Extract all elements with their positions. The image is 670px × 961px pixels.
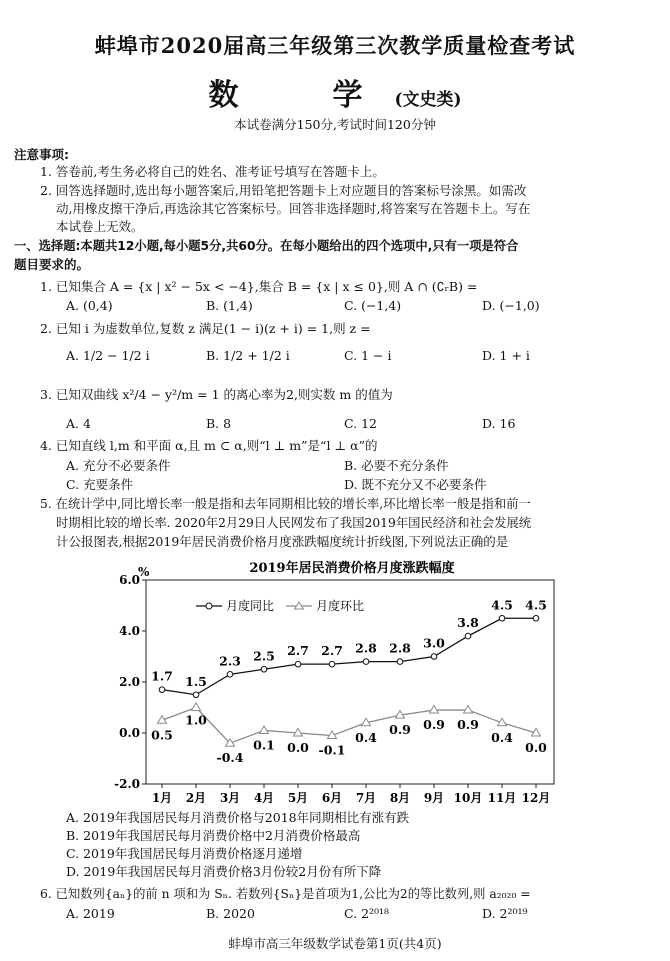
series-1-data-label: 2.7 — [321, 643, 343, 659]
series-1-data-label: 2.8 — [355, 640, 377, 656]
series-1-data-label: 1.5 — [185, 673, 207, 689]
q4-stem: 4. 已知直线 l,m 和平面 α,且 m ⊂ α,则“l ⊥ m”是“l ⊥ α”的 — [40, 438, 378, 453]
y-tick-label: 6.0 — [119, 573, 140, 587]
y-tick-label: 2.0 — [119, 675, 140, 689]
series-1-data-label: 1.7 — [151, 668, 173, 684]
series-2-data-label: 0.0 — [287, 740, 309, 755]
series-1-point — [295, 661, 301, 667]
q5-option-c: C. 2019年我国居民每月消费价格逐月递增 — [66, 846, 303, 861]
series-1-data-label: 2.8 — [389, 640, 411, 656]
q5-option-d: D. 2019年我国居民每月消费价格3月份较2月份有所下降 — [66, 864, 382, 879]
series-2-data-label: 0.1 — [253, 737, 275, 753]
q3-option-d: D. 16 — [482, 416, 516, 431]
series-2-data-label: 0.9 — [423, 717, 445, 733]
q5-stem-line: 计公报图表,根据2019年居民消费价格月度涨跌幅度统计折线图,下列说法正确的是 — [56, 534, 509, 549]
series-1-data-label: 2.7 — [287, 643, 309, 659]
y-tick-label: -2.0 — [114, 777, 140, 791]
q5-option-b: B. 2019年我国居民每月消费价格中2月消费价格最高 — [66, 828, 361, 843]
x-tick-label: 8月 — [389, 791, 411, 805]
series-1-point — [431, 654, 437, 660]
cpi-line-chart — [0, 552, 670, 814]
x-tick-label: 10月 — [453, 791, 483, 805]
q3-option-a: A. 4 — [66, 416, 91, 431]
q4-option-c: C. 充要条件 — [66, 477, 134, 492]
series-1-data-label: 4.5 — [491, 597, 513, 613]
series-2-data-label: 0.4 — [491, 729, 513, 745]
x-tick-label: 9月 — [423, 791, 445, 805]
exam-title: 蚌埠市2020届高三年级第三次教学质量检查考试 — [94, 33, 576, 58]
section-heading: 一、选择题:本题共12小题,每小题5分,共60分。在每小题给出的四个选项中,只有一项是符合 — [14, 239, 519, 253]
q3-option-b: B. 8 — [206, 416, 232, 431]
q5-option-a: A. 2019年我国居民每月消费价格与2018年同期相比有涨有跌 — [66, 810, 410, 825]
series-1-data-label: 4.5 — [525, 597, 547, 613]
q2-option-c: C. 1 − i — [344, 348, 392, 363]
series-2-data-label: 0.9 — [457, 717, 479, 733]
subject-heading — [0, 70, 670, 114]
series-1-point — [533, 615, 539, 621]
exam-meta: 本试卷满分150分,考试时间120分钟 — [234, 117, 436, 132]
q3-option-c: C. 12 — [344, 416, 377, 431]
chart-title: 2019年居民消费价格月度涨跌幅度 — [249, 561, 455, 576]
legend-label-series2: 月度环比 — [316, 599, 365, 613]
series-2-data-label: 0.4 — [355, 729, 377, 745]
q2-option-a: A. 1/2 − 1/2 i — [66, 348, 150, 363]
series-1-data-label: 3.0 — [423, 635, 445, 651]
x-tick-label: 2月 — [185, 791, 207, 805]
x-tick-label: 1月 — [151, 791, 173, 805]
series-1-point — [227, 672, 233, 678]
x-tick-label: 6月 — [321, 791, 343, 805]
series-1-data-label: 2.3 — [219, 653, 241, 669]
y-tick-label: 0.0 — [119, 726, 140, 740]
q6-option-d: D. 2²⁰¹⁹ — [482, 906, 528, 921]
x-tick-label: 11月 — [487, 791, 517, 805]
series-1-point — [329, 661, 335, 667]
x-tick-label: 4月 — [253, 791, 275, 805]
section-heading-cont: 题目要求的。 — [14, 257, 90, 272]
series-2-data-label: 0.0 — [525, 740, 547, 755]
notes-heading: 注意事项: — [14, 147, 69, 162]
series-1-point — [499, 615, 505, 621]
series-1-data-label: 3.8 — [457, 615, 479, 631]
q1-option-a: A. (0,4) — [66, 298, 113, 313]
x-tick-label: 3月 — [219, 791, 241, 805]
q6-option-b: B. 2020 — [206, 906, 255, 921]
series-2-data-label: -0.1 — [318, 742, 346, 758]
x-tick-label: 5月 — [287, 791, 309, 805]
q6-option-c: C. 2²⁰¹⁸ — [344, 906, 390, 921]
q1-option-b: B. (1,4) — [206, 298, 253, 313]
q5-stem-line: 5. 在统计学中,同比增长率一般是指和去年同期相比较的增长率,环比增长率一般是指和前一 — [40, 497, 531, 511]
subject-name: 数 学 — [208, 78, 395, 113]
series-2-data-label: -0.4 — [216, 750, 244, 766]
series-2-point — [260, 726, 269, 734]
subject-type: (文史类) — [394, 90, 462, 110]
q4-option-a: A. 充分不必要条件 — [66, 458, 171, 473]
series-1-point — [193, 692, 199, 698]
series-2-line — [162, 708, 536, 744]
series-2-data-label: 1.0 — [185, 712, 207, 728]
note-item: 1. 答卷前,考生务必将自己的姓名、准考证号填写在答题卡上。 — [40, 164, 385, 179]
q3-stem: 3. 已知双曲线 x²/4 − y²/m = 1 的离心率为2,则实数 m 的值为 — [40, 387, 393, 402]
page-footer: 蚌埠市高三年级数学试卷第1页(共4页) — [228, 936, 442, 951]
q1-stem: 1. 已知集合 A = {x | x² − 5x < −4},集合 B = {x | x ≤ 0},则 A ∩ (∁ᵣB) = — [40, 279, 478, 294]
series-1-line — [162, 618, 536, 695]
note-item: 动,用橡皮擦干净后,再选涂其它答案标号。回答非选择题时,将答案写在答题卡上。写在 — [56, 201, 531, 216]
note-item: 本试卷上无效。 — [56, 219, 144, 234]
q6-option-a: A. 2019 — [66, 906, 115, 921]
chart-legend — [196, 598, 364, 613]
x-tick-label: 7月 — [355, 791, 377, 805]
y-tick-label: 4.0 — [119, 624, 140, 638]
q1-option-c: C. (−1,4) — [344, 298, 402, 313]
q1-option-d: D. (−1,0) — [482, 298, 540, 313]
legend-marker-series1 — [206, 603, 212, 609]
q4-option-b: B. 必要不充分条件 — [344, 458, 449, 473]
q5-stem-line: 时期相比较的增长率. 2020年2月29日人民网发布了我国2019年国民经济和社会发展统 — [56, 516, 532, 530]
legend-label-series1: 月度同比 — [226, 599, 275, 613]
q2-option-d: D. 1 + i — [482, 348, 530, 363]
series-1-point — [363, 659, 369, 665]
series-2-data-label: 0.9 — [389, 722, 411, 738]
note-item: 2. 回答选择题时,选出每小题答案后,用铅笔把答题卡上对应题目的答案标号涂黑。如需改 — [40, 183, 527, 198]
series-1-data-label: 2.5 — [253, 648, 275, 664]
x-tick-label: 12月 — [521, 791, 551, 805]
q2-option-b: B. 1/2 + 1/2 i — [206, 348, 290, 363]
q2-stem: 2. 已知 i 为虚数单位,复数 z 满足(1 − i)(z + i) = 1,则 z = — [40, 321, 371, 336]
series-2-data-label: 0.5 — [151, 727, 173, 743]
series-1-point — [465, 633, 471, 639]
y-axis-label: % — [138, 565, 150, 579]
series-2-point — [430, 706, 439, 714]
series-1-point — [159, 687, 165, 693]
series-2-point — [192, 703, 201, 711]
series-1-point — [261, 666, 267, 672]
series-2-point — [464, 706, 473, 714]
q4-option-d: D. 既不充分又不必要条件 — [344, 477, 487, 492]
q6-stem: 6. 已知数列{aₙ}的前 n 项和为 Sₙ. 若数列{Sₙ}是首项为1,公比为2的等比数列,则 a₂₀₂₀ = — [40, 887, 531, 901]
series-1-point — [397, 659, 403, 665]
